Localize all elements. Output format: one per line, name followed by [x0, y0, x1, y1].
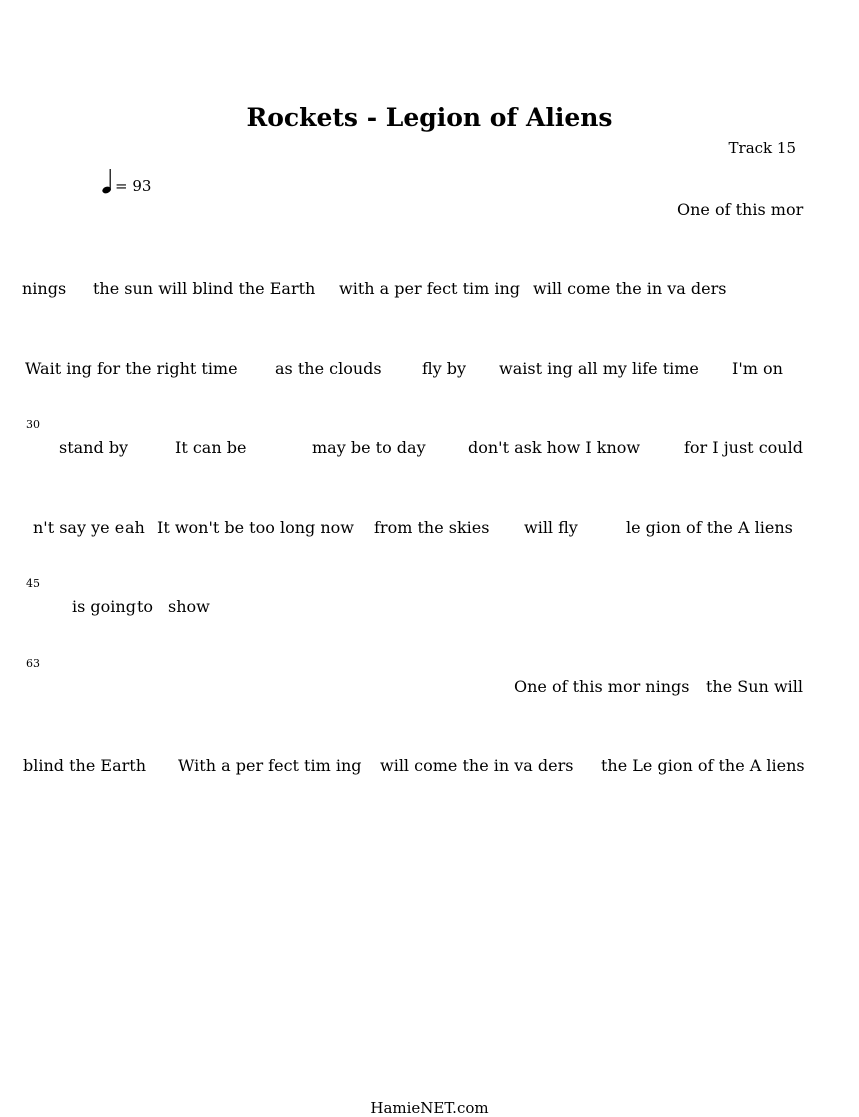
- lyric-syllable: as the clouds: [275, 359, 382, 378]
- lyric-syllable: waist ing all my life time: [499, 359, 699, 378]
- lyric-syllable: don't ask how I know: [468, 438, 641, 457]
- lyric-syllable: One of this mor: [677, 200, 804, 219]
- lyric-syllable: fly by: [422, 359, 467, 378]
- lyric-system-3: [0, 359, 859, 379]
- lyric-syllable: show: [168, 597, 210, 616]
- tempo-value: = 93: [115, 177, 152, 195]
- lyric-syllable: for I just could: [684, 438, 803, 457]
- measure-number: 63: [26, 657, 40, 670]
- footer-credit: HamieNET.com: [370, 1099, 489, 1117]
- lyric-syllable: nings: [22, 279, 67, 298]
- lyric-syllable: With a per fect tim ing: [178, 756, 362, 775]
- lyric-syllable: the sun will blind the Earth: [93, 279, 316, 298]
- measure-number: 30: [26, 418, 40, 431]
- lyric-system-5: [0, 518, 859, 538]
- lyric-syllable: ah: [125, 518, 145, 537]
- lyric-syllable: le gion of the A liens: [626, 518, 793, 537]
- lyric-syllable: will come the in va ders: [380, 756, 574, 775]
- lyric-system-2: [0, 279, 859, 299]
- lyric-syllable: will come the in va ders: [533, 279, 727, 298]
- quarter-note-icon: [101, 168, 115, 196]
- lyric-syllable: One of this mor nings: [514, 677, 690, 696]
- lyric-system-4: [0, 438, 859, 458]
- lyric-syllable: the Le gion of the A liens: [601, 756, 805, 775]
- lyric-system-1: [0, 200, 859, 220]
- lyric-system-8: [0, 756, 859, 776]
- lyric-syllable: with a per fect tim ing: [339, 279, 521, 298]
- lyric-system-7: [0, 677, 859, 697]
- track-label: Track 15: [728, 139, 796, 157]
- lyric-syllable: It won't be too long now: [157, 518, 354, 537]
- lyric-syllable: is going: [72, 597, 136, 616]
- lyric-syllable: blind the Earth: [23, 756, 146, 775]
- lyric-syllable: It can be: [175, 438, 247, 457]
- lyric-syllable: will fly: [524, 518, 578, 537]
- lyric-syllable: Wait ing for the right time: [25, 359, 238, 378]
- lyric-syllable: from the skies: [374, 518, 490, 537]
- lyric-syllable: n't say ye e: [33, 518, 125, 537]
- lyric-system-6: [0, 597, 859, 617]
- lyric-syllable: stand by: [59, 438, 129, 457]
- tempo-marking: [101, 168, 181, 196]
- lyric-syllable: the Sun will: [706, 677, 803, 696]
- lyric-syllable: to: [137, 597, 154, 616]
- lyric-syllable: may be to day: [312, 438, 426, 457]
- song-title: Rockets - Legion of Aliens: [246, 103, 613, 132]
- lyric-syllable: I'm on: [732, 359, 783, 378]
- measure-number: 45: [26, 577, 40, 590]
